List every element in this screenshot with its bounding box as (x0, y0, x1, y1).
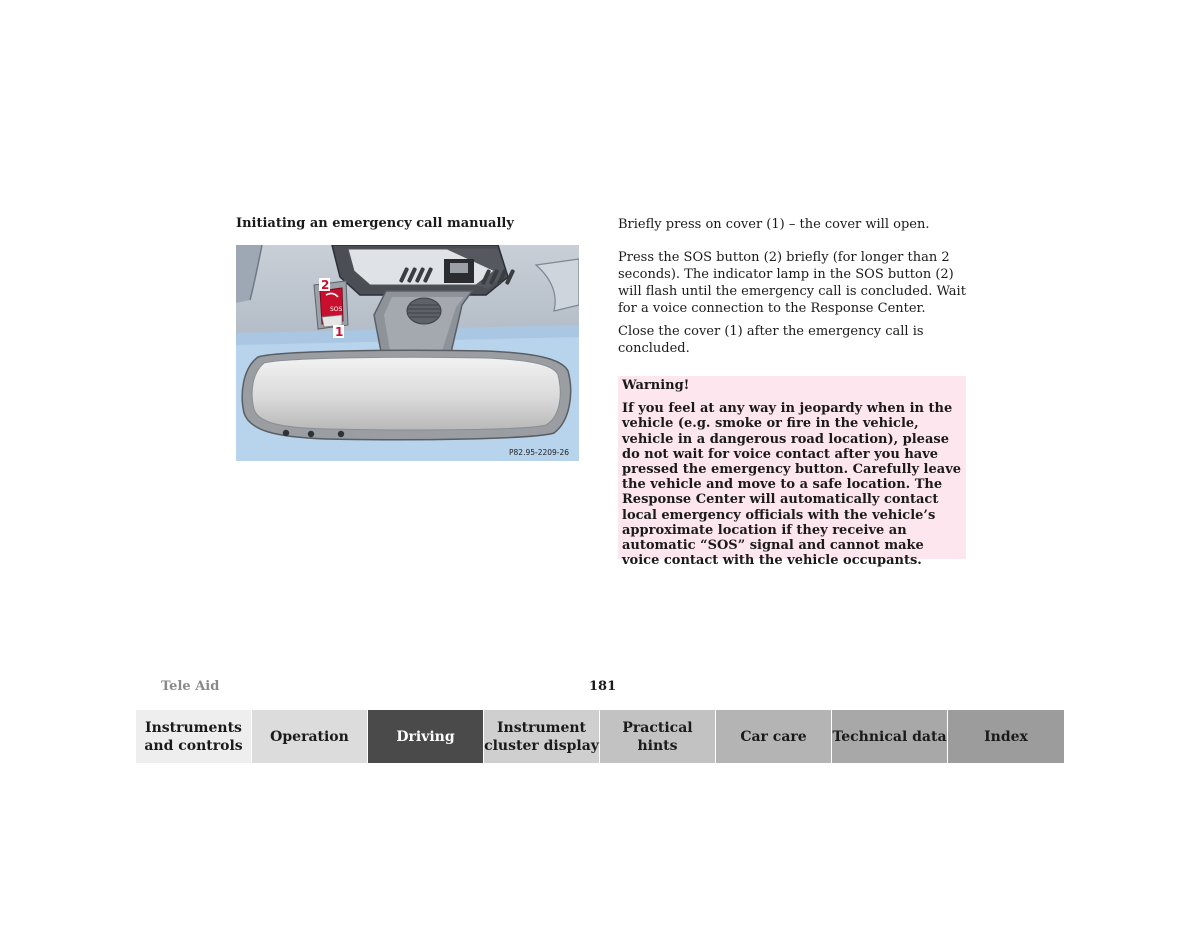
instruction-step-3: Close the cover (1) after the emergency call is concluded. (618, 324, 924, 356)
instructions-column (618, 216, 968, 363)
warning-box (618, 376, 966, 569)
warning-title: Warning! (622, 378, 690, 393)
tab-practical-hints[interactable]: Practical hints (600, 710, 716, 763)
instruction-step-1: Briefly press on cover (1) – the cover will open. (618, 217, 930, 232)
section-title: Initiating an emergency call manually (236, 216, 514, 231)
callout-1: 1 (335, 325, 344, 339)
tab-operation[interactable]: Operation (252, 710, 368, 763)
rearview-mirror-illustration (236, 245, 579, 461)
tab-index[interactable]: Index (948, 710, 1064, 763)
sos-button-label: SOS (330, 306, 343, 313)
page-number: 181 (589, 679, 617, 694)
tab-instrument-cluster-display[interactable]: Instrument cluster display (484, 710, 600, 763)
warning-body: If you feel at any way in jeopardy when in the vehicle (e.g. smoke or fire in the vehicle, vehicle in a dangerous road location), please do not wait for voice contact after you have pressed the emergency button. Carefully leave the vehicle and move to a safe location. The Response Center will automatically contact local emergency officials with the vehicle’s approximate location if they receive an automatic “SOS” signal and cannot make voice contact with the vehicle occupants. (622, 401, 962, 569)
mirror-sos-diagram (236, 245, 579, 461)
figure-code: P82.95-2209-26 (509, 448, 570, 457)
footer-section-name: Tele Aid (161, 679, 220, 694)
tab-technical-data[interactable]: Technical data (832, 710, 948, 763)
chapter-navigation (136, 710, 1064, 763)
tab-instruments-and-controls[interactable]: Instruments and controls (136, 710, 252, 763)
tab-driving[interactable]: Driving (368, 710, 484, 763)
tab-car-care[interactable]: Car care (716, 710, 832, 763)
instruction-step-2: Press the SOS button (2) briefly (for longer than 2 seconds). The indicator lamp in the SOS button (2) will flash until the emergency call is concluded. Wait for a voice connection to the Response Center. (618, 250, 966, 316)
callout-2: 2 (321, 278, 330, 292)
